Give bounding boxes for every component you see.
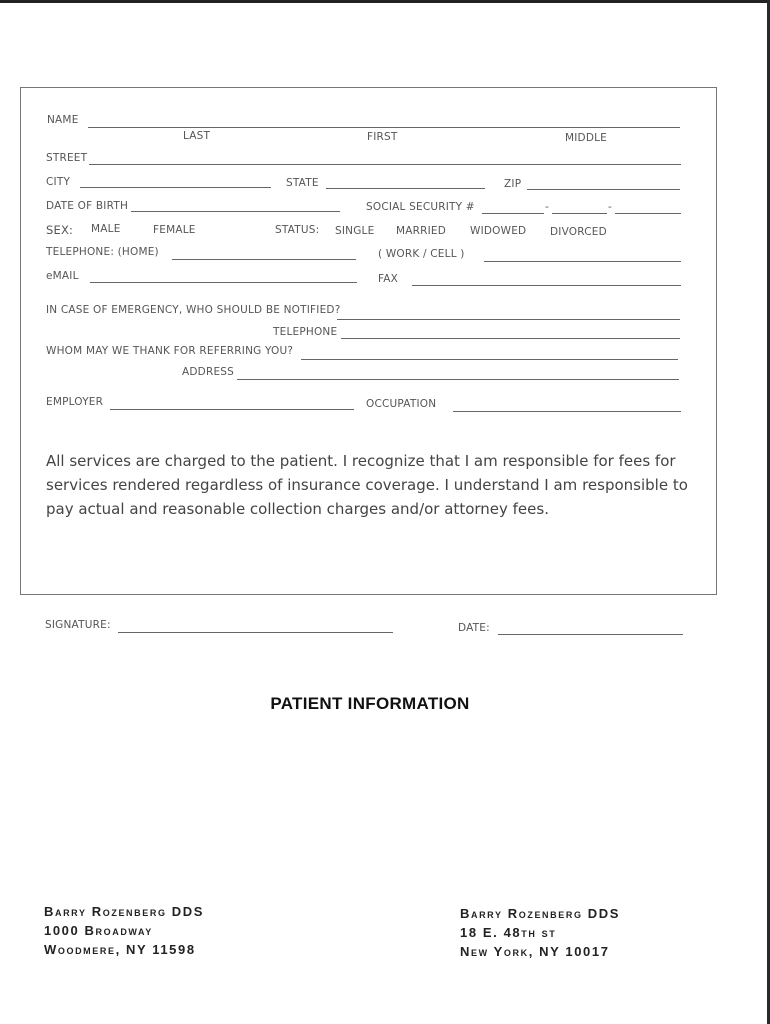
address-field[interactable] [237, 379, 679, 380]
ssn-field-part3[interactable] [615, 213, 681, 214]
signature-label: SIGNATURE: [45, 619, 111, 631]
emergency-contact-label: IN CASE OF EMERGENCY, WHO SHOULD BE NOTIFIED? [46, 304, 341, 316]
street-label: STREET [46, 152, 88, 164]
status-option-married[interactable]: MARRIED [396, 225, 447, 237]
emergency-telephone-label: TELEPHONE [273, 326, 338, 338]
fax-label: FAX [378, 273, 399, 285]
office-right-name: Barry Rozenberg DDS [460, 906, 621, 921]
occupation-label: OCCUPATION [366, 398, 437, 410]
city-field[interactable] [80, 187, 271, 188]
dob-label: DATE OF BIRTH [46, 200, 129, 212]
first-name-caption: FIRST [367, 131, 398, 143]
notice-line-2: services rendered regardless of insurance coverage. I understand I am responsible to [46, 476, 688, 494]
telephone-home-field[interactable] [172, 259, 356, 260]
notice-line-3: pay actual and reasonable collection charges and/or attorney fees. [46, 500, 549, 518]
last-name-caption: LAST [183, 130, 211, 142]
financial-responsibility-notice [46, 449, 696, 521]
ssn-field-part1[interactable] [482, 213, 544, 214]
ssn-separator-1: - [545, 201, 549, 213]
office-right-street: 18 E. 48th st [460, 925, 557, 940]
status-option-divorced[interactable]: DIVORCED [550, 226, 607, 238]
status-option-single[interactable]: SINGLE [335, 225, 375, 237]
middle-name-caption: MIDDLE [565, 132, 608, 144]
fax-field[interactable] [412, 285, 681, 286]
zip-label: ZIP [504, 178, 522, 190]
notice-line-1: All services are charged to the patient. I recognize that I am responsible for fees for [46, 452, 676, 470]
employer-label: EMPLOYER [46, 396, 104, 408]
zip-field[interactable] [527, 189, 680, 190]
office-right-city: New York, NY 10017 [460, 944, 610, 959]
office-left-name: Barry Rozenberg DDS [44, 904, 205, 919]
office-address-woodmere [44, 902, 204, 959]
office-address-new-york [460, 904, 620, 961]
signature-field[interactable] [118, 632, 393, 633]
occupation-field[interactable] [453, 411, 681, 412]
referral-field[interactable] [301, 359, 678, 360]
status-label: STATUS: [275, 224, 320, 236]
emergency-telephone-field[interactable] [341, 338, 680, 339]
ssn-field-part2[interactable] [552, 213, 607, 214]
telephone-home-label: TELEPHONE: (HOME) [46, 246, 159, 258]
date-label: DATE: [458, 622, 490, 634]
page-title: PATIENT INFORMATION [270, 694, 470, 713]
city-label: CITY [46, 176, 71, 188]
name-field[interactable] [88, 127, 680, 128]
ssn-separator-2: - [608, 201, 612, 213]
scan-edge-top [0, 0, 770, 3]
emergency-contact-field[interactable] [337, 319, 680, 320]
work-cell-label: ( WORK / CELL ) [378, 248, 465, 260]
status-option-widowed[interactable]: WIDOWED [470, 225, 527, 237]
state-field[interactable] [326, 188, 485, 189]
date-field[interactable] [498, 634, 683, 635]
state-label: STATE [286, 177, 319, 189]
telephone-work-cell-field[interactable] [484, 261, 681, 262]
email-field[interactable] [90, 282, 357, 283]
email-label: eMAIL [46, 270, 79, 282]
sex-label: SEX: [46, 223, 74, 237]
office-left-city: Woodmere, NY 11598 [44, 942, 196, 957]
sex-option-female[interactable]: FEMALE [153, 224, 196, 236]
name-label: NAME [47, 114, 79, 126]
referral-label: WHOM MAY WE THANK FOR REFERRING YOU? [46, 345, 294, 357]
street-field[interactable] [89, 164, 681, 165]
employer-field[interactable] [110, 409, 354, 410]
sex-option-male[interactable]: MALE [91, 223, 121, 235]
office-left-street: 1000 Broadway [44, 923, 153, 938]
address-label: ADDRESS [182, 366, 235, 378]
dob-field[interactable] [131, 211, 340, 212]
ssn-label: SOCIAL SECURITY # [366, 201, 475, 213]
